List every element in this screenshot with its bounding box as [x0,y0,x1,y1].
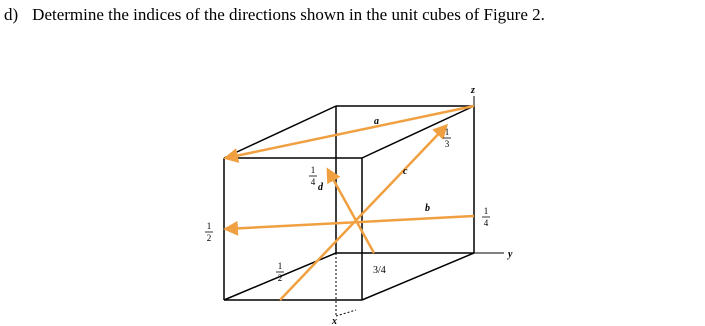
axis-label-z: z [471,85,475,96]
fraction-top-third [443,127,451,149]
fraction-right-quarter-den: 4 [483,218,489,228]
fraction-top-quarter [309,165,317,187]
fraction-top-third-den: 3 [444,139,450,149]
fraction-top-quarter-den: 4 [310,177,316,187]
label-c: c [403,166,408,177]
cube-edge-top-right-depth [362,106,474,158]
fraction-bottom-half-den: 2 [277,273,283,283]
fraction-left-half-num: 1 [206,221,212,231]
fraction-right-quarter-num: 1 [483,206,489,216]
direction-arrows [226,106,474,300]
axis-label-y: y [508,249,513,260]
question-body: Determine the indices of the directions shown in the unit cubes of Figure 2. [32,5,545,24]
label-a: a [374,116,379,127]
direction-a-arrow [226,106,474,158]
direction-c-arrow [277,126,446,300]
cube-edge-top-left-depth [224,106,336,158]
x-axis-line-2 [336,310,356,316]
fraction-top-third-num: 1 [444,127,450,137]
fraction-top-quarter-num: 1 [310,165,316,175]
label-b: b [425,203,430,214]
question-part-label: d) [4,5,19,24]
fraction-bottom-half [276,261,284,283]
three-quarter-label: 3/4 [373,265,386,276]
label-d: d [318,182,323,193]
cube-edge-bottom-right-depth [362,253,474,300]
fraction-left-half [205,221,213,243]
fraction-bottom-half-num: 1 [277,261,283,271]
fraction-right-quarter [482,206,490,228]
axis-label-x: x [332,316,337,326]
fraction-left-half-den: 2 [206,233,212,243]
direction-d-arrow [328,170,374,253]
